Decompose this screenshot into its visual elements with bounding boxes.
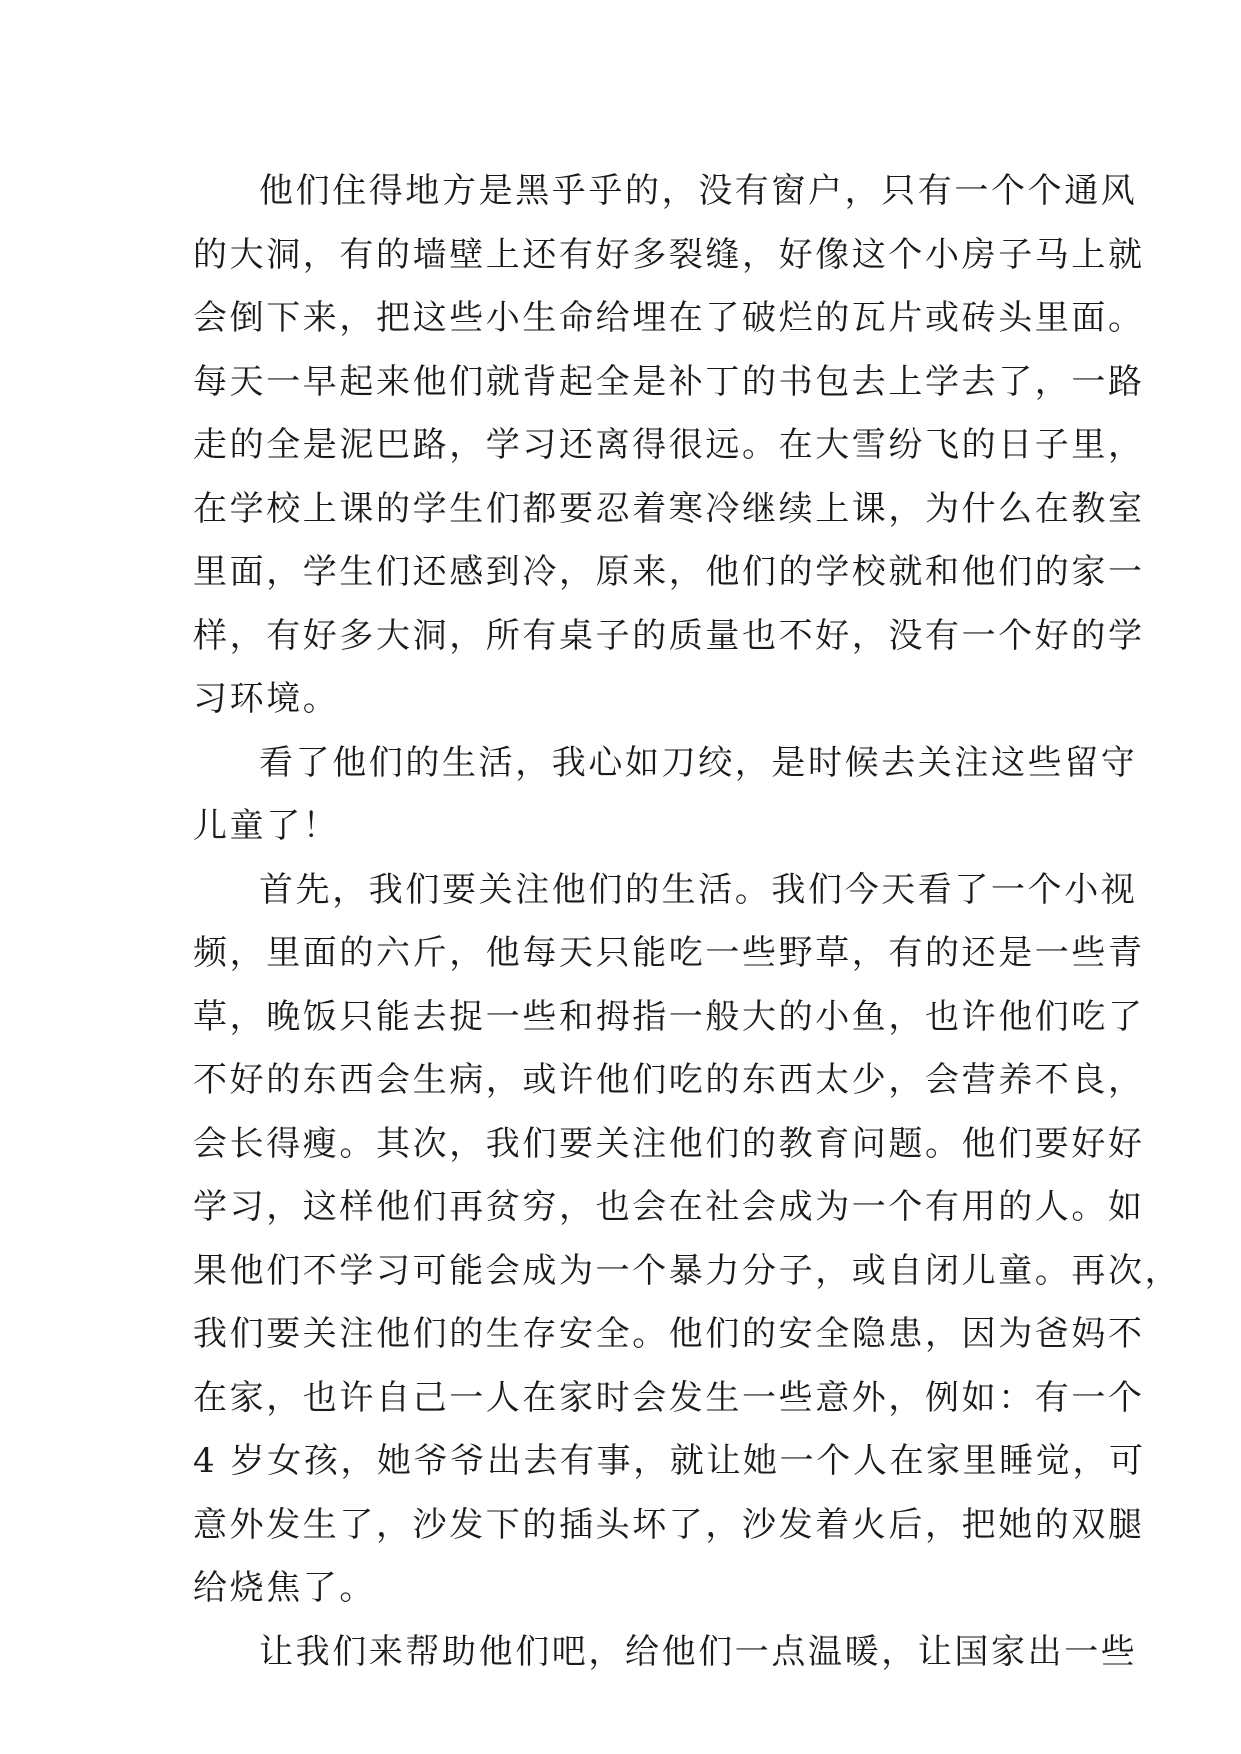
text-line: 在家，也许自己一人在家时会发生一些意外，例如：有一个 [193, 1377, 1145, 1418]
text-line: 在学校上课的学生们都要忍着寒冷继续上课，为什么在教室 [193, 488, 1145, 529]
text-line: 学习，这样他们再贫穷，也会在社会成为一个有用的人。如 [193, 1187, 1145, 1227]
body-text [193, 160, 1182, 1684]
text-line: 儿童了！ [193, 806, 340, 846]
text-line: 会长得瘦。其次，我们要关注他们的教育问题。他们要好好 [193, 1123, 1145, 1164]
text-line: 样，有好多大洞，所有桌子的质量也不好，没有一个好的学 [193, 615, 1145, 656]
text-line: 看了他们的生活，我心如刀绞，是时候去关注这些留守 [259, 742, 1138, 783]
text-line: 会倒下来，把这些小生命给埋在了破烂的瓦片或砖头里面。 [193, 298, 1145, 338]
text-line: 里面，学生们还感到冷，原来，他们的学校就和他们的家一 [193, 552, 1145, 592]
text-line: 首先，我们要关注他们的生活。我们今天看了一个小视 [259, 869, 1138, 910]
text-line: 果他们不学习可能会成为一个暴力分子，或自闭儿童。再次， [193, 1250, 1182, 1291]
text-line: 我们要关注他们的生存安全。他们的安全隐患，因为爸妈不 [193, 1314, 1145, 1354]
text-line: 草，晚饭只能去捉一些和拇指一般大的小鱼，也许他们吃了 [193, 996, 1145, 1037]
text-line: 他们住得地方是黑乎乎的，没有窗户，只有一个个通风 [259, 171, 1138, 211]
text-line: 频，里面的六斤，他每天只能吃一些野草，有的还是一些青 [193, 933, 1145, 973]
text-line: 走的全是泥巴路，学习还离得很远。在大雪纷飞的日子里， [193, 425, 1145, 465]
text-line: 意外发生了，沙发下的插头坏了，沙发着火后，把她的双腿 [193, 1504, 1145, 1545]
text-line: 的大洞，有的墙壁上还有好多裂缝，好像这个小房子马上就 [193, 234, 1145, 275]
text-line: 给烧焦了。 [193, 1568, 376, 1608]
text-line: 让我们来帮助他们吧，给他们一点温暖，让国家出一些 [259, 1631, 1138, 1672]
text-line: 习环境。 [193, 679, 340, 719]
text-line: 每天一早起来他们就背起全是补丁的书包去上学去了，一路 [193, 361, 1145, 402]
text-line: 4 岁女孩，她爷爷出去有事，就让她一个人在家里睡觉，可 [193, 1441, 1146, 1481]
text-line: 不好的东西会生病，或许他们吃的东西太少，会营养不良， [193, 1060, 1145, 1100]
